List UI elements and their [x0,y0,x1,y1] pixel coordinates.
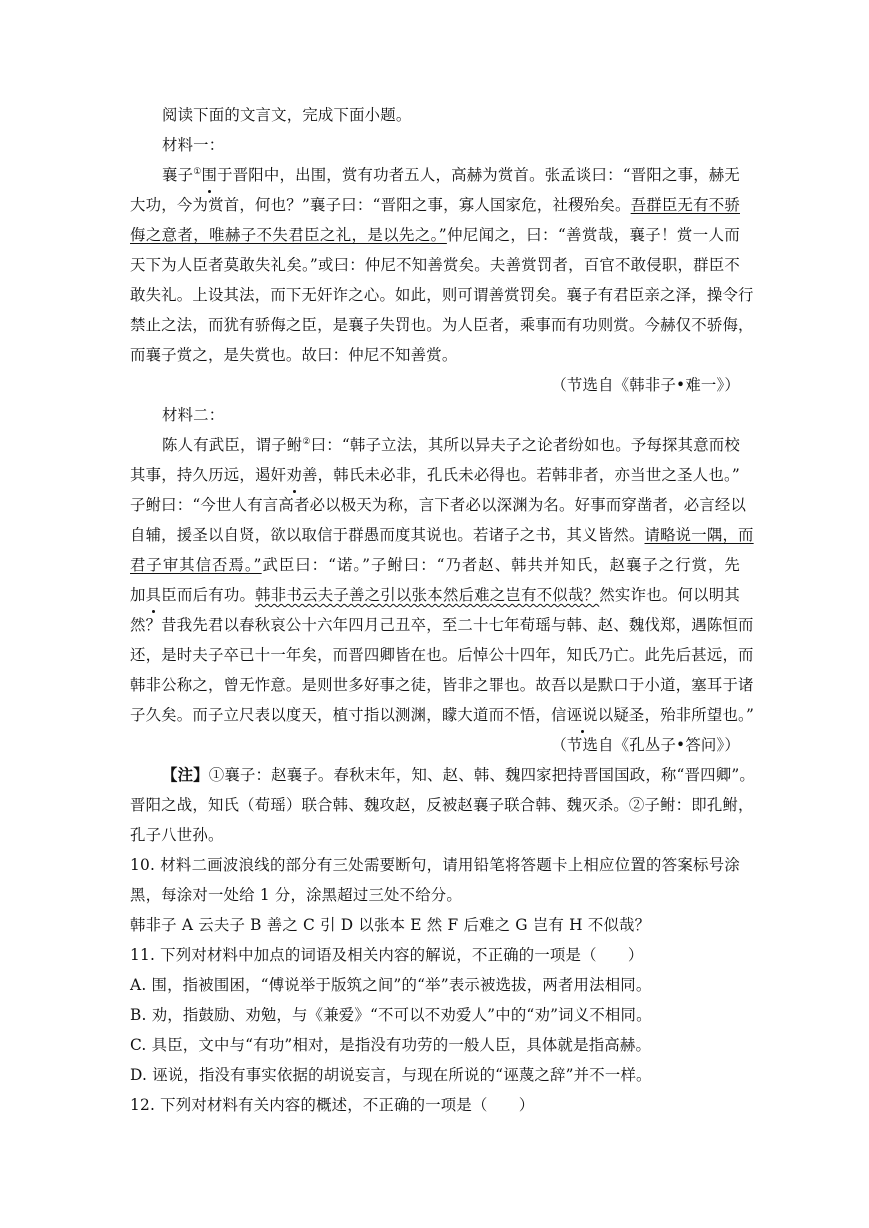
m1-line-4: 天下为人臣者莫敢失礼矣。”或曰：仲尼不知善赏矣。夫善赏罚者，百官不敢侵职，群臣不 [130,256,740,274]
dotted-word-wei: 围 [201,160,217,190]
m2-line-8: 还，是时夫子卒已十一年矣，而晋四卿皆在也。后悼公十四年，知氏乃亡。此先后甚远，而 [130,646,754,664]
dotted-word-wushuo: 诬说 [567,700,598,730]
dotted-word-ju: 具 [146,580,162,610]
question-11-option-c: C. 具臣，文中与“有功”相对，是指没有功劳的一般人臣，具体就是指高赫。 [130,1036,652,1054]
m2-line-7: 然？昔我先君以春秋哀公十六年四月己丑卒，至二十七年荀瑶与韩、赵、魏伐郑，遇陈恒而 [130,616,754,634]
m1-line-5: 敢失礼。上设其法，而下无奸诈之心。如此，则可谓善赏罚矣。襄子有君臣亲之泽，操令行 [130,286,754,304]
intro-text: 阅读下面的文言文，完成下面小题。 [162,106,412,124]
m2-source: （节选自《孔丛子•答问》） [551,736,740,754]
m2-line-4: 自辅，援圣以自贤，欲以取信于群愚而度其说也。若诸子之书，其义皆然。请略说一隅，而 [130,526,754,544]
dotted-word-quan: 劝 [286,460,302,490]
underlined-sentence-1a: 吾群臣无有不骄 [630,196,740,214]
note-line-1: 【注】①襄子：赵襄子。春秋末年，知、赵、韩、魏四家把持晋国国政，称“晋四卿”。 [162,766,755,784]
question-10-sentence: 韩非子 A 云夫子 B 善之 C 引 D 以张本 E 然 F 后难之 G 岂有 H 不似哉？ [130,916,651,934]
wavy-underlined-sentence: 韩非书云夫子善之引以张本然后难之岂有不似哉？ [255,586,600,604]
note-tag: 【注】 [162,766,209,784]
m1-line-1: 襄子①围于晋阳中，出围，赏有功者五人，高赫为赏首。张孟谈曰：“晋阳之事，赫无 [162,160,740,190]
question-12-stem: 12. 下列对材料有关内容的概述，不正确的一项是（ ） [130,1096,535,1114]
m1-source: （节选自《韩非子•难一》） [551,376,740,394]
m1-line-2: 大功，今为赏首，何也？”襄子曰：“晋阳之事，寡人国家危，社稷殆矣。吾群臣无有不骄 [130,196,740,214]
m2-line-1: 陈人有武臣，谓子鲋②曰：“韩子立法，其所以异夫子之论者纷如也。予每探其意而校 [162,436,740,454]
m2-line-3: 子鲋曰：“今世人有言高者必以极天为称，言下者必以深渊为名。好事而穿凿者，必言经以 [130,496,747,514]
m2-line-9: 韩非公称之，曾无怍意。是则世多好事之徒，皆非之罪也。故吾以是默口于小道，塞耳于诸 [130,676,754,694]
note-line-3: 孔子八世孙。 [130,826,224,844]
question-11-option-b: B. 劝，指鼓励、劝勉，与《兼爱》“不可以不劝爱人”中的“劝”词义不相同。 [130,1006,652,1024]
question-10-line-2: 黑，每涂对一处给 1 分，涂黑超过三处不给分。 [130,886,462,904]
note-line-2: 晋阳之战，知氏（荀瑶）联合韩、魏攻赵，反被赵襄子联合韩、魏灭杀。②子鲋：即孔鲋， [130,796,754,814]
underlined-sentence-2a: 请略说一隅，而 [644,526,754,544]
m1-line-3: 侮之意者，唯赫子不失君臣之礼，是以先之。”仲尼闻之，曰：“善赏哉，襄子！赏一人而 [130,226,740,244]
m2-line-10: 子久矣。而子立尺表以度天，植寸指以测渊，矇大道而不悟，信诬说以疑圣，殆非所望也。” [130,700,740,730]
m1-line-6: 禁止之法，而犹有骄侮之臣，是襄子失罚也。为人臣者，乘事而有功则赏。今赫仅不骄侮， [130,316,754,334]
m2-line-5: 君子审其信否焉。”武臣曰：“诺。”子鲋曰：“乃者赵、韩共并知氏，赵襄子之行赏，先 [130,556,741,574]
material-one-label: 材料一： [162,136,225,154]
m1-line-7: 而襄子赏之，是失赏也。故曰：仲尼不知善赏。 [130,346,458,364]
question-11-option-a: A. 围，指被围困，“傅说举于版筑之间”的“举”表示被选拔，两者用法相同。 [130,976,652,994]
underlined-sentence-1b: 侮之意者，唯赫子不失君臣之礼，是以先之。” [130,226,447,244]
underlined-sentence-2b: 君子审其信否焉。” [130,556,262,574]
question-10-line-1: 10. 材料二画波浪线的部分有三处需要断句，请用铅笔将答题卡上相应位置的答案标号涂 [130,856,740,874]
material-two-label: 材料二： [162,406,225,424]
m2-line-6: 加具臣而后有功。韩非书云夫子善之引以张本然后难之岂有不似哉？然实诈也。何以明其 [130,580,740,610]
m2-line-2: 其事，持久历远，遏奸劝善，韩氏未必非，孔氏未必得也。若韩非者，亦当世之圣人也。” [130,460,740,490]
question-11-option-d: D. 诬说，指没有事实依据的胡说妄言，与现在所说的“诬蔑之辞”并不一样。 [130,1066,652,1084]
question-11-stem: 11. 下列对材料中加点的词语及相关内容的解说，不正确的一项是（ ） [130,946,644,964]
